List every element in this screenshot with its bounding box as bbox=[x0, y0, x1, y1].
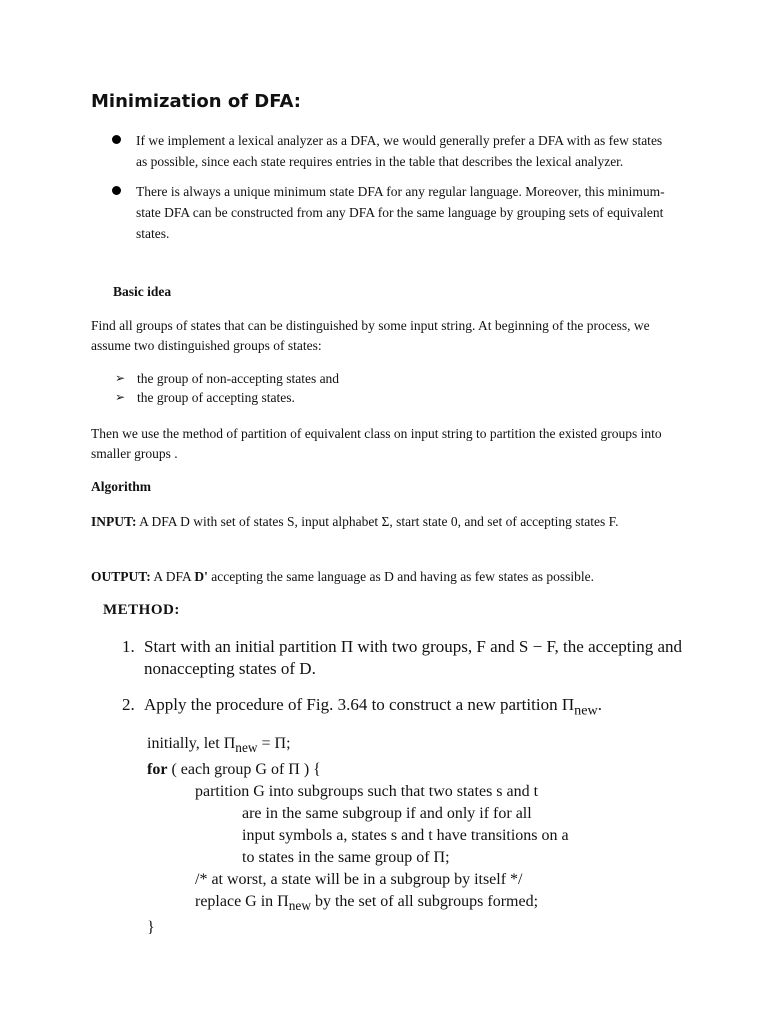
output-paragraph bbox=[91, 567, 671, 587]
code-text: ( each group G of Π ) { bbox=[167, 761, 321, 779]
code-subscript: new bbox=[288, 898, 311, 914]
code-line: are in the same subgroup if and only if for all bbox=[242, 805, 532, 823]
step-text: Start with an initial partition Π with two groups, F and S − F, the accepting and nonaccepting states of D. bbox=[144, 637, 682, 678]
partition-paragraph: Then we use the method of partition of equivalent class on input string to partition the existed groups into smaller groups . bbox=[91, 426, 662, 461]
code-line: /* at worst, a state will be in a subgroup by itself */ bbox=[195, 871, 523, 889]
bullet-text: If we implement a lexical analyzer as a DFA, we would generally prefer a DFA with as few states as possible, since each state requires entries in the table that describes the lexical analyzer. bbox=[136, 133, 663, 169]
code-text: by the set of all subgroups formed; bbox=[310, 893, 539, 911]
list-item bbox=[115, 369, 339, 388]
arrow-bullet-icon: ➢ bbox=[115, 371, 126, 385]
step-end: . bbox=[597, 695, 602, 714]
code-subscript: new bbox=[235, 740, 258, 756]
page-title: Minimization of DFA: bbox=[91, 91, 301, 112]
code-text: initially, let Π bbox=[147, 735, 236, 752]
bullet-dot-icon bbox=[112, 186, 121, 195]
group-text: the group of non-accepting states and bbox=[137, 371, 340, 386]
step-text: Apply the procedure of Fig. 3.64 to construct a new partition Π bbox=[144, 695, 575, 714]
step-number: 2. bbox=[122, 695, 135, 714]
output-text-b: D' bbox=[194, 569, 208, 584]
list-item bbox=[122, 636, 682, 680]
algorithm-heading: Algorithm bbox=[91, 479, 151, 494]
method-heading: METHOD: bbox=[103, 602, 180, 618]
output-text-c: accepting the same language as D and having as few states as possible. bbox=[207, 569, 595, 584]
arrow-bullet-icon: ➢ bbox=[115, 390, 126, 404]
step-number: 1. bbox=[122, 637, 135, 656]
basic-idea-heading: Basic idea bbox=[113, 284, 172, 299]
input-paragraph bbox=[91, 512, 671, 532]
code-keyword: for bbox=[147, 761, 168, 779]
code-line: partition G into subgroups such that two states s and t bbox=[195, 783, 539, 801]
code-line: input symbols a, states s and t have transitions on a bbox=[242, 827, 569, 845]
pseudocode-block bbox=[147, 733, 569, 939]
list-item bbox=[112, 130, 672, 172]
code-line bbox=[147, 733, 569, 759]
group-text: the group of accepting states. bbox=[137, 390, 295, 405]
groups-list bbox=[115, 369, 339, 407]
code-line bbox=[147, 759, 569, 781]
code-line bbox=[147, 891, 569, 917]
code-text: = Π; bbox=[257, 735, 291, 752]
list-item bbox=[122, 694, 682, 721]
bullet-dot-icon bbox=[112, 135, 121, 144]
step-subscript: new bbox=[574, 702, 598, 719]
output-text-a: A DFA bbox=[150, 569, 195, 584]
code-text: replace G in Π bbox=[195, 893, 289, 911]
list-item bbox=[115, 388, 339, 407]
basic-idea-paragraph: Find all groups of states that can be distinguished by some input string. At beginning of the process, we assume two distinguished groups of states: bbox=[91, 318, 650, 353]
bullet-text: There is always a unique minimum state DFA for any regular language. Moreover, this minimum-state DFA can be constructed from any DFA for the same language by grouping sets of equivalent states. bbox=[136, 184, 665, 241]
input-text: A DFA D with set of states S, input alphabet Σ, start state 0, and set of accepting states F. bbox=[136, 514, 619, 529]
output-label: OUTPUT: bbox=[91, 569, 151, 584]
input-label: INPUT: bbox=[91, 514, 137, 529]
intro-bullet-list bbox=[112, 130, 672, 253]
list-item bbox=[112, 181, 672, 244]
code-line: to states in the same group of Π; bbox=[242, 849, 450, 867]
code-line: } bbox=[147, 919, 155, 937]
method-steps bbox=[122, 636, 682, 735]
